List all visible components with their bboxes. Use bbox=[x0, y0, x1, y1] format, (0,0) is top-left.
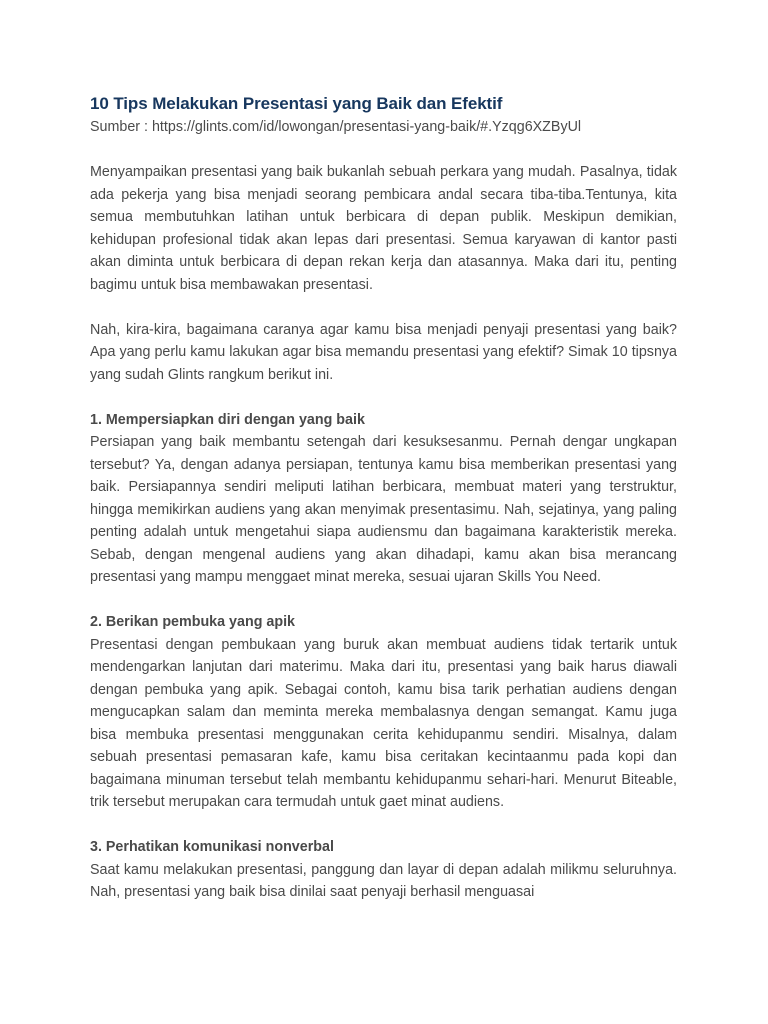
section bbox=[90, 409, 677, 589]
section-heading: 2. Berikan pembuka yang apik bbox=[90, 614, 296, 630]
section-heading: 3. Perhatikan komunikasi nonverbal bbox=[90, 839, 334, 855]
section-heading: 1. Mempersiapkan diri dengan yang baik bbox=[90, 411, 365, 428]
document-page bbox=[90, 92, 677, 926]
section bbox=[90, 611, 677, 814]
section-body: Saat kamu melakukan presentasi, panggung dan layar di depan adalah milikmu seluruhnya. Nah, presentasi yang baik bisa dinilai saat penyaji berhasil menguasai bbox=[90, 861, 677, 900]
section bbox=[90, 836, 677, 904]
source-line: Sumber : https://glints.com/id/lowongan/presentasi-yang-baik/#.Yzqg6XZByUl bbox=[90, 119, 582, 135]
section-body: Presentasi dengan pembukaan yang buruk akan membuat audiens tidak tertarik untuk mendengarkan lanjutan dari materimu. Maka dari itu, presentasi yang baik harus diawali dengan pembuka yang apik. Sebagai contoh, kamu bisa tarik perhatian audiens dengan mengucapkan salam dan meminta mereka membalasnya dengan semangat. Kamu juga bisa membuka presentasi menggunakan cerita kehidupanmu sendiri. Misalnya, dalam sebuah presentasi pemasaran kafe, kamu bisa ceritakan kecintaanmu pada kopi dan bagaimana minuman tersebut telah membantu kehidupanmu sehari-hari. Menurut Biteable, trik tersebut merupakan cara termudah untuk gaet minat audiens. bbox=[90, 636, 677, 810]
intro-paragraph: Nah, kira-kira, bagaimana caranya agar kamu bisa menjadi penyaji presentasi yang baik? Apa yang perlu kamu lakukan agar bisa memandu presentasi yang efektif? Simak 10 tipsnya yang sudah Glints rangkum berikut ini. bbox=[90, 321, 677, 383]
document-title: 10 Tips Melakukan Presentasi yang Baik dan Efektif bbox=[90, 94, 503, 113]
intro-paragraph: Menyampaikan presentasi yang baik bukanlah sebuah perkara yang mudah. Pasalnya, tidak ada pekerja yang bisa menjadi seorang pembicara andal secara tiba-tiba.Tentunya, kita semua membutuhkan latihan untuk berbicara di depan publik. Meskipun demikian, kehidupan profesional tidak akan lepas dari presentasi. Semua karyawan di kantor pasti akan diminta untuk berbicara di depan rekan kerja dan atasannya. Maka dari itu, penting bagimu untuk bisa membawakan presentasi. bbox=[90, 164, 677, 293]
section-body: Persiapan yang baik membantu setengah dari kesuksesanmu. Pernah dengar ungkapan tersebut? Ya, dengan adanya persiapan, tentunya kamu bisa memberikan presentasi yang baik. Persiapannya sendiri meliputi latihan berbicara, membuat materi yang terstruktur, hingga memikirkan audiens yang akan menyimak presentasimu. Nah, sejatinya, yang paling penting adalah untuk mengetahui siapa audiensmu dan bagaimana karakteristik mereka. Sebab, dengan mengenal audiens yang akan dihadapi, kamu akan bisa merancang presentasi yang mampu menggaet minat mereka, sesuai ujaran Skills You Need. bbox=[90, 434, 677, 585]
